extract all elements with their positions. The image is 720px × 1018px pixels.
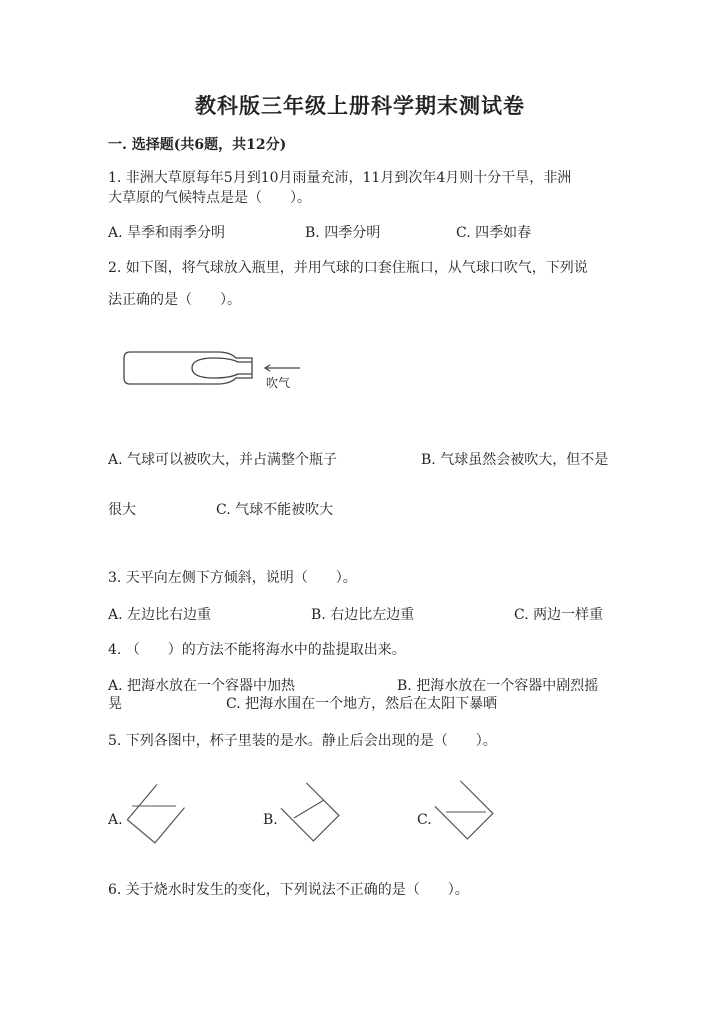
q2-option-a[interactable]: A. 气球可以被吹大，并占满整个瓶子 bbox=[108, 452, 338, 468]
q3-option-a[interactable]: A. 左边比右边重 bbox=[108, 607, 212, 623]
q5-option-a-label[interactable]: A. bbox=[108, 812, 123, 828]
q5-stem: 5. 下列各图中，杯子里装的是水。静止后会出现的是（ ）。 bbox=[108, 733, 497, 749]
q3-stem: 3. 天平向左侧下方倾斜，说明（ ）。 bbox=[108, 570, 357, 586]
q5-option-b-cup-figure[interactable] bbox=[280, 780, 344, 842]
figure-label-blow: 吹气 bbox=[266, 376, 291, 390]
q5-b-water-line bbox=[294, 800, 324, 818]
q2-option-b[interactable]: B. 气球虽然会被吹大，但不是 bbox=[421, 452, 609, 468]
q4-option-b-cont: 晃 bbox=[108, 696, 122, 712]
q1-stem-line2: 大草原的气候特点是是（ ）。 bbox=[108, 190, 311, 206]
balloon-outline bbox=[192, 358, 252, 378]
q2-stem-line1: 2. 如下图，将气球放入瓶里，并用气球的口套住瓶口，从气球口吹气，下列说 bbox=[108, 260, 588, 276]
balloon-bottle-figure bbox=[118, 344, 308, 400]
q1-option-b[interactable]: B. 四季分明 bbox=[305, 225, 381, 241]
q5-option-c-cup-figure[interactable] bbox=[434, 776, 498, 842]
q4-option-c[interactable]: C. 把海水围在一个地方，然后在太阳下暴晒 bbox=[226, 696, 498, 712]
q2-option-b-cont: 很大 bbox=[108, 502, 136, 518]
q4-stem: 4. （ ）的方法不能将海水中的盐提取出来。 bbox=[108, 642, 406, 658]
q4-option-b[interactable]: B. 把海水放在一个容器中剧烈摇 bbox=[397, 678, 599, 694]
bottle-outline bbox=[124, 352, 252, 384]
q3-option-b[interactable]: B. 右边比左边重 bbox=[311, 607, 415, 623]
q6-stem: 6. 关于烧水时发生的变化，下列说法不正确的是（ ）。 bbox=[108, 882, 469, 898]
q4-option-a[interactable]: A. 把海水放在一个容器中加热 bbox=[108, 678, 296, 694]
page-title: 教科版三年级上册科学期末测试卷 bbox=[195, 93, 525, 118]
q3-option-c[interactable]: C. 两边一样重 bbox=[514, 607, 604, 623]
section-heading: 一. 选择题(共6题，共12分) bbox=[108, 137, 287, 153]
q2-option-c[interactable]: C. 气球不能被吹大 bbox=[216, 502, 334, 518]
q5-option-a-cup-figure[interactable] bbox=[124, 780, 184, 842]
q5-option-b-label[interactable]: B. bbox=[263, 812, 278, 828]
q2-stem-line2: 法正确的是（ ）。 bbox=[108, 292, 241, 308]
q1-option-a[interactable]: A. 旱季和雨季分明 bbox=[108, 225, 226, 241]
q1-stem-line1: 1. 非洲大草原每年5月到10月雨量充沛，11月到次年4月则十分干旱，非洲 bbox=[108, 170, 572, 186]
q5-option-c-label[interactable]: C. bbox=[417, 812, 432, 828]
q1-option-c[interactable]: C. 四季如春 bbox=[456, 225, 532, 241]
